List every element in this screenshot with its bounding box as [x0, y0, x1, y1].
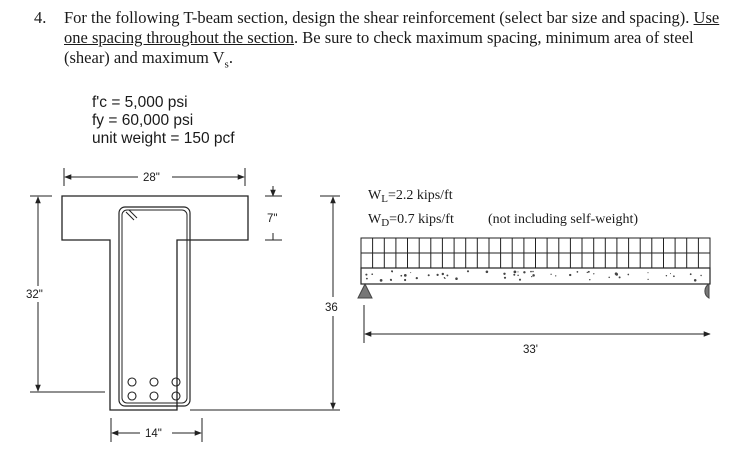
fc-property: f'c = 5,000 psi — [92, 94, 188, 111]
rebar — [128, 378, 136, 386]
concrete-speck — [444, 278, 445, 279]
problem-number: 4. — [34, 8, 47, 27]
depth-label: 36 — [325, 302, 338, 314]
concrete-speck — [455, 277, 458, 280]
concrete-speck — [503, 273, 505, 275]
concrete-speck — [416, 277, 418, 279]
concrete-speck — [627, 274, 629, 276]
concrete-speck — [517, 275, 518, 276]
concrete-speck — [365, 274, 367, 276]
stirrup-hook — [126, 210, 137, 220]
concrete-speck — [532, 271, 534, 273]
concrete-speck — [619, 276, 621, 278]
concrete-speck — [577, 271, 579, 273]
depth-dimension — [190, 196, 340, 410]
concrete-speck — [523, 271, 525, 273]
distributed-load-grid — [361, 238, 710, 268]
concrete-speck — [588, 271, 590, 273]
concrete-speck — [366, 278, 368, 280]
concrete-speck — [380, 279, 383, 282]
concrete-speck — [690, 273, 692, 275]
concrete-speck — [404, 279, 406, 281]
dead-load-note: (not including self-weight) — [488, 212, 639, 227]
rebar — [172, 392, 180, 400]
concrete-speck — [615, 273, 618, 276]
rebar-group — [128, 378, 180, 400]
concrete-speck — [694, 279, 697, 282]
concrete-speck — [467, 270, 469, 272]
concrete-speck — [390, 280, 391, 281]
concrete-speck — [530, 271, 532, 273]
concrete-speck — [517, 271, 518, 272]
beam-body — [361, 268, 710, 284]
roller-support — [705, 284, 709, 298]
problem-text-underlined: Use one spacing throughout the section — [64, 8, 720, 47]
concrete-speck — [514, 271, 517, 274]
concrete-speck — [587, 272, 588, 273]
span-dimension — [364, 305, 710, 343]
concrete-speck — [700, 275, 701, 276]
rebar — [172, 378, 180, 386]
stirrup-outer — [119, 207, 190, 406]
live-load-label: $W_L=2.2$ kips/ft — [368, 188, 453, 205]
concrete-speck — [647, 279, 648, 280]
concrete-speck — [400, 275, 402, 277]
web-width-label: 14" — [145, 428, 162, 440]
concrete-speck — [608, 277, 609, 278]
concrete-speck — [410, 272, 411, 273]
t-beam-section — [62, 196, 248, 410]
problem-text-subscript: s — [224, 58, 229, 71]
concrete-speck — [446, 274, 448, 276]
concrete-speck — [647, 272, 648, 273]
concrete-speck — [442, 273, 444, 275]
rebar — [128, 392, 136, 400]
concrete-speck — [593, 273, 594, 274]
concrete-speck — [519, 279, 521, 281]
concrete-speck — [589, 279, 590, 280]
concrete-speck — [673, 275, 675, 277]
rebar — [150, 378, 158, 386]
problem-text-end: . — [228, 48, 233, 67]
concrete-speck — [513, 274, 515, 276]
problem-text-part1: For the following T-beam section, design the shear reinforcement (select bar size and spacing). — [64, 8, 694, 27]
load-labels — [368, 188, 638, 229]
fy-property: fy = 60,000 psi — [92, 112, 194, 129]
concrete-speck — [392, 271, 393, 272]
concrete-speck — [436, 274, 438, 276]
concrete-speck — [550, 274, 551, 275]
total-height-label: 32" — [26, 289, 43, 301]
pin-support — [358, 284, 372, 298]
flange-thickness-label: 7" — [267, 213, 278, 225]
concrete-speck — [428, 274, 430, 276]
flange-width-label: 28" — [143, 172, 160, 184]
concrete-speck — [569, 274, 571, 276]
concrete-speck — [666, 275, 667, 276]
problem-text-part2: . Be sure to check maximum spacing, minimum area of steel (shear) and maximum V — [64, 28, 694, 67]
concrete-speck — [532, 274, 535, 277]
concrete-speck — [670, 273, 671, 274]
concrete-speck — [531, 276, 532, 277]
span-label: 33' — [523, 344, 538, 356]
concrete-speck — [404, 274, 407, 277]
dead-load-label: $W_D=0.7$ kips/ft — [368, 212, 454, 229]
concrete-speck — [486, 271, 489, 274]
concrete-speck — [555, 275, 556, 276]
unit-weight-property: unit weight = 150 pcf — [92, 130, 235, 147]
rebar — [150, 392, 158, 400]
concrete-speck — [371, 273, 373, 275]
concrete-speck — [504, 277, 506, 279]
